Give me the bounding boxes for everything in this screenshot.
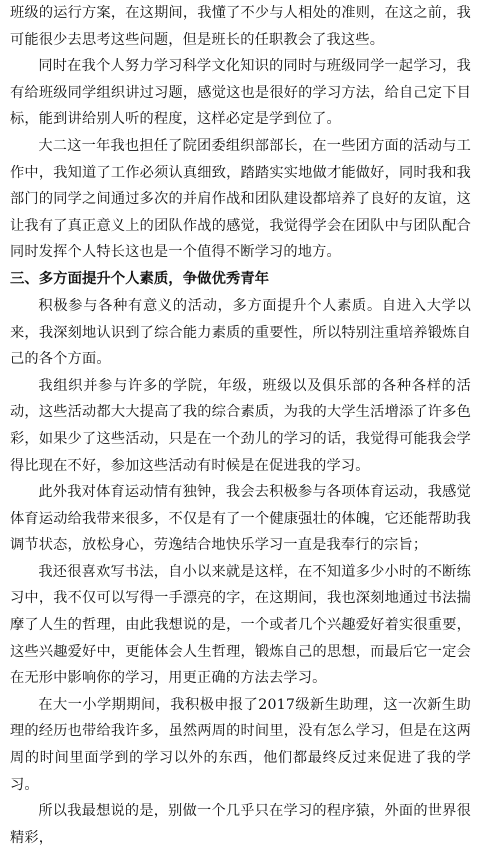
paragraph-meaningful-activities: 积极参与各种有意义的活动，多方面提升个人素质。自进入大学以来，我深刻地认识到了综合能力素质的重要性，所以特别注重培养锻炼自己的各个方面。 [10, 297, 471, 368]
section-heading-3: 三、多方面提升个人素质，争做优秀青年 [10, 270, 270, 287]
paragraph-sports: 此外我对体育运动情有独钟，我会去积极参与各项体育运动，我感觉体育运动给我带来很多，不仅是有了一个健康强壮的体魄，它还能帮助我调节状态，放松身心，劳逸结合地快乐学习一直是我奉行的宗旨； [10, 484, 471, 554]
paragraph-closing: 所以我最想说的是，别做一个几乎只在学习的程序猿，外面的世界很精彩， [10, 803, 471, 846]
paragraph-organized-activities: 我组织并参与许多的学院，年级，班级以及俱乐部的各种各样的活动，这些活动都大大提高了我的综合素质，为我的大学生活增添了许多色彩，如果少了这些活动，只是在一个劲儿的学习的话，我觉得可能我会学得比现在不好，参加这些活动有时候是在促进我的学习。 [10, 377, 471, 474]
paragraph-freshman-assistant: 在大一小学期期间，我积极申报了2017级新生助理，这一次新生助理的经历也带给我许多，虽然两周的时间里，没有怎么学习，但是在这两周的时间里面学到的学习以外的东西，他们都最终反过来促进了我的学习。 [10, 696, 471, 793]
paragraph-class-monitor-continuation: 班级的运行方案，在这期间，我懂了不少与人相处的准则，在这之前，我可能很少去思考这些问题，但是班长的任职教会了我这些。 [10, 5, 471, 48]
paragraph-study-with-classmates: 同时在我个人努力学习科学文化知识的同时与班级同学一起学习，我有给班级同学组织讲过习题，感觉这也是很好的学习方法，给自己定下目标，能到讲给别人听的程度，这样必定是学到位了。 [10, 58, 471, 128]
paragraph-youth-league-minister: 大二这一年我也担任了院团委组织部部长，在一些团方面的活动与工作中，我知道了工作必须认真细致，踏踏实实地做才能做好，同时我和我部门的同学之间通过多次的并肩作战和团队建设都培养了良好的友谊，这让我有了真正意义上的团队作战的感觉，我觉得学会在团队中与团队配合同时发挥个人特长这也是一个值得不断学习的地方。 [10, 137, 471, 261]
paragraph-calligraphy: 我还很喜欢写书法，自小以来就是这样，在不知道多少小时的不断练习中，我不仅可以写得一手漂亮的字，在这期间，我也深刻地通过书法揣摩了人生的哲理，由此我想说的是，一个或者几个兴趣爱好着实很重要，这些兴趣爱好中，更能体会人生哲理，锻炼自己的思想，而最后它一定会在无形中影响你的学习，用更正确的方法去学习。 [10, 563, 471, 687]
